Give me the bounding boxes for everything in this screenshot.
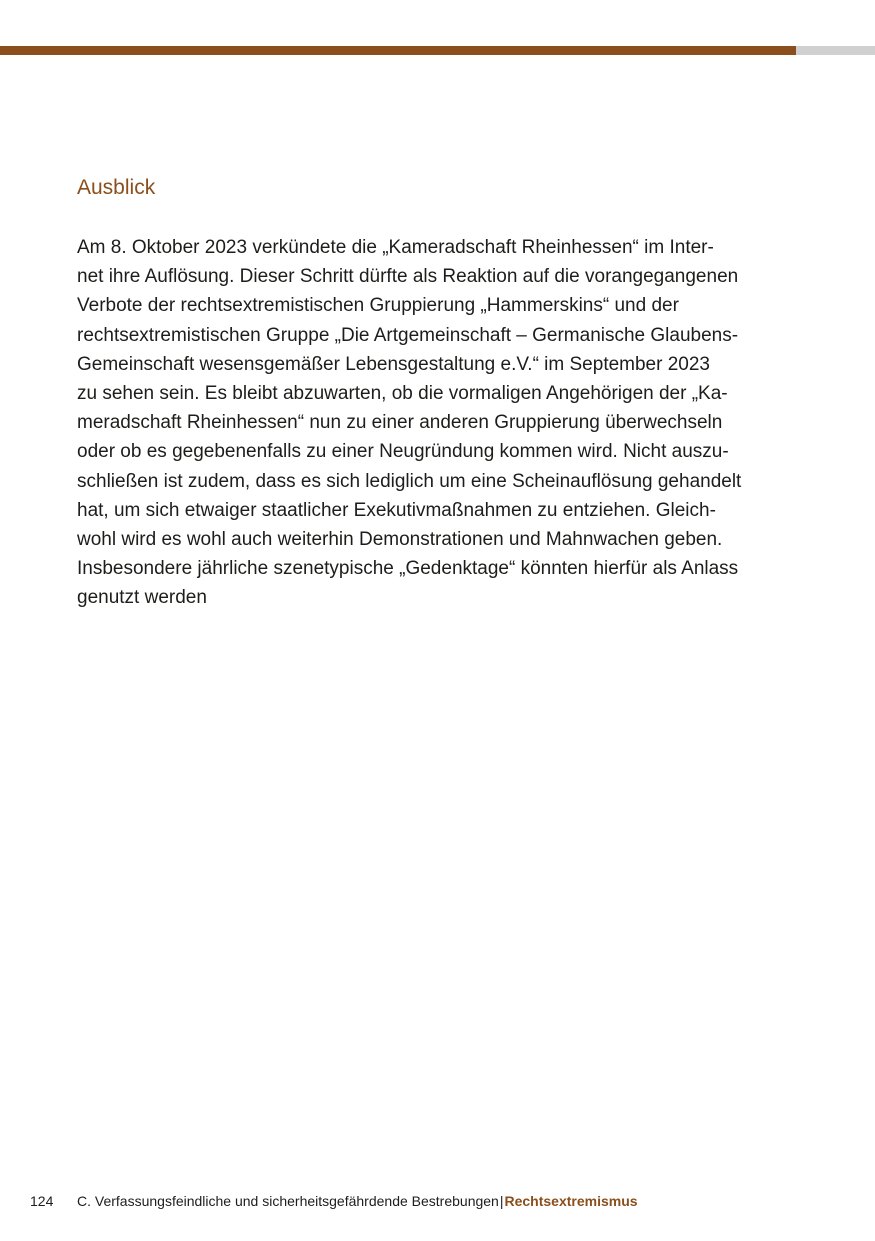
paragraph-line: genutzt werden [77, 587, 207, 609]
footer-chapter-title: C. Verfassungsfeindliche und sicherheitsgefährdende Bestrebungen [77, 1193, 499, 1209]
page-number: 124 [30, 1193, 54, 1209]
section-heading: Ausblick [77, 176, 156, 199]
top-decorative-bar [0, 46, 875, 55]
paragraph-line: oder ob es gegebenenfalls zu einer Neugründung kommen wird. Nicht auszu- [77, 441, 729, 463]
paragraph-line: zu sehen sein. Es bleibt abzuwarten, ob die vormaligen Angehörigen der „Ka- [77, 383, 728, 405]
paragraph-line: schließen ist zudem, dass es sich lediglich um eine Scheinauflösung gehandelt [77, 470, 742, 492]
top-bar-brown-segment [0, 46, 796, 55]
footer-section-title: Rechtsextremismus [504, 1193, 638, 1209]
paragraph-line: Am 8. Oktober 2023 verkündete die „Kameradschaft Rheinhessen“ im Inter- [77, 237, 714, 258]
page-footer [0, 1190, 875, 1212]
paragraph-line: meradschaft Rheinhessen“ nun zu einer anderen Gruppierung überwechseln [77, 412, 723, 434]
footer-running-title [77, 1190, 638, 1212]
paragraph-line: wohl wird es wohl auch weiterhin Demonstrationen und Mahnwachen geben. [77, 529, 723, 551]
paragraph-line: hat, um sich etwaiger staatlicher Exekutivmaßnahmen zu entziehen. Gleich- [77, 499, 716, 521]
paragraph-line: Verbote der rechtsextremistischen Gruppierung „Hammerskins“ und der [77, 295, 679, 317]
paragraph-line: net ihre Auflösung. Dieser Schritt dürfte als Reaktion auf die vorangegangenen [77, 266, 739, 288]
paragraph-line: Gemeinschaft wesensgemäßer Lebensgestaltung e.V.“ im September 2023 [77, 353, 710, 375]
footer-separator: | [499, 1193, 504, 1209]
paragraph-line: rechtsextremistischen Gruppe „Die Artgemeinschaft – Germanische Glaubens- [77, 324, 739, 346]
top-bar-grey-segment [796, 46, 875, 55]
paragraph-line: Insbesondere jährliche szenetypische „Gedenktage“ könnten hierfür als Anlass [77, 558, 739, 580]
body-paragraph [77, 233, 797, 613]
